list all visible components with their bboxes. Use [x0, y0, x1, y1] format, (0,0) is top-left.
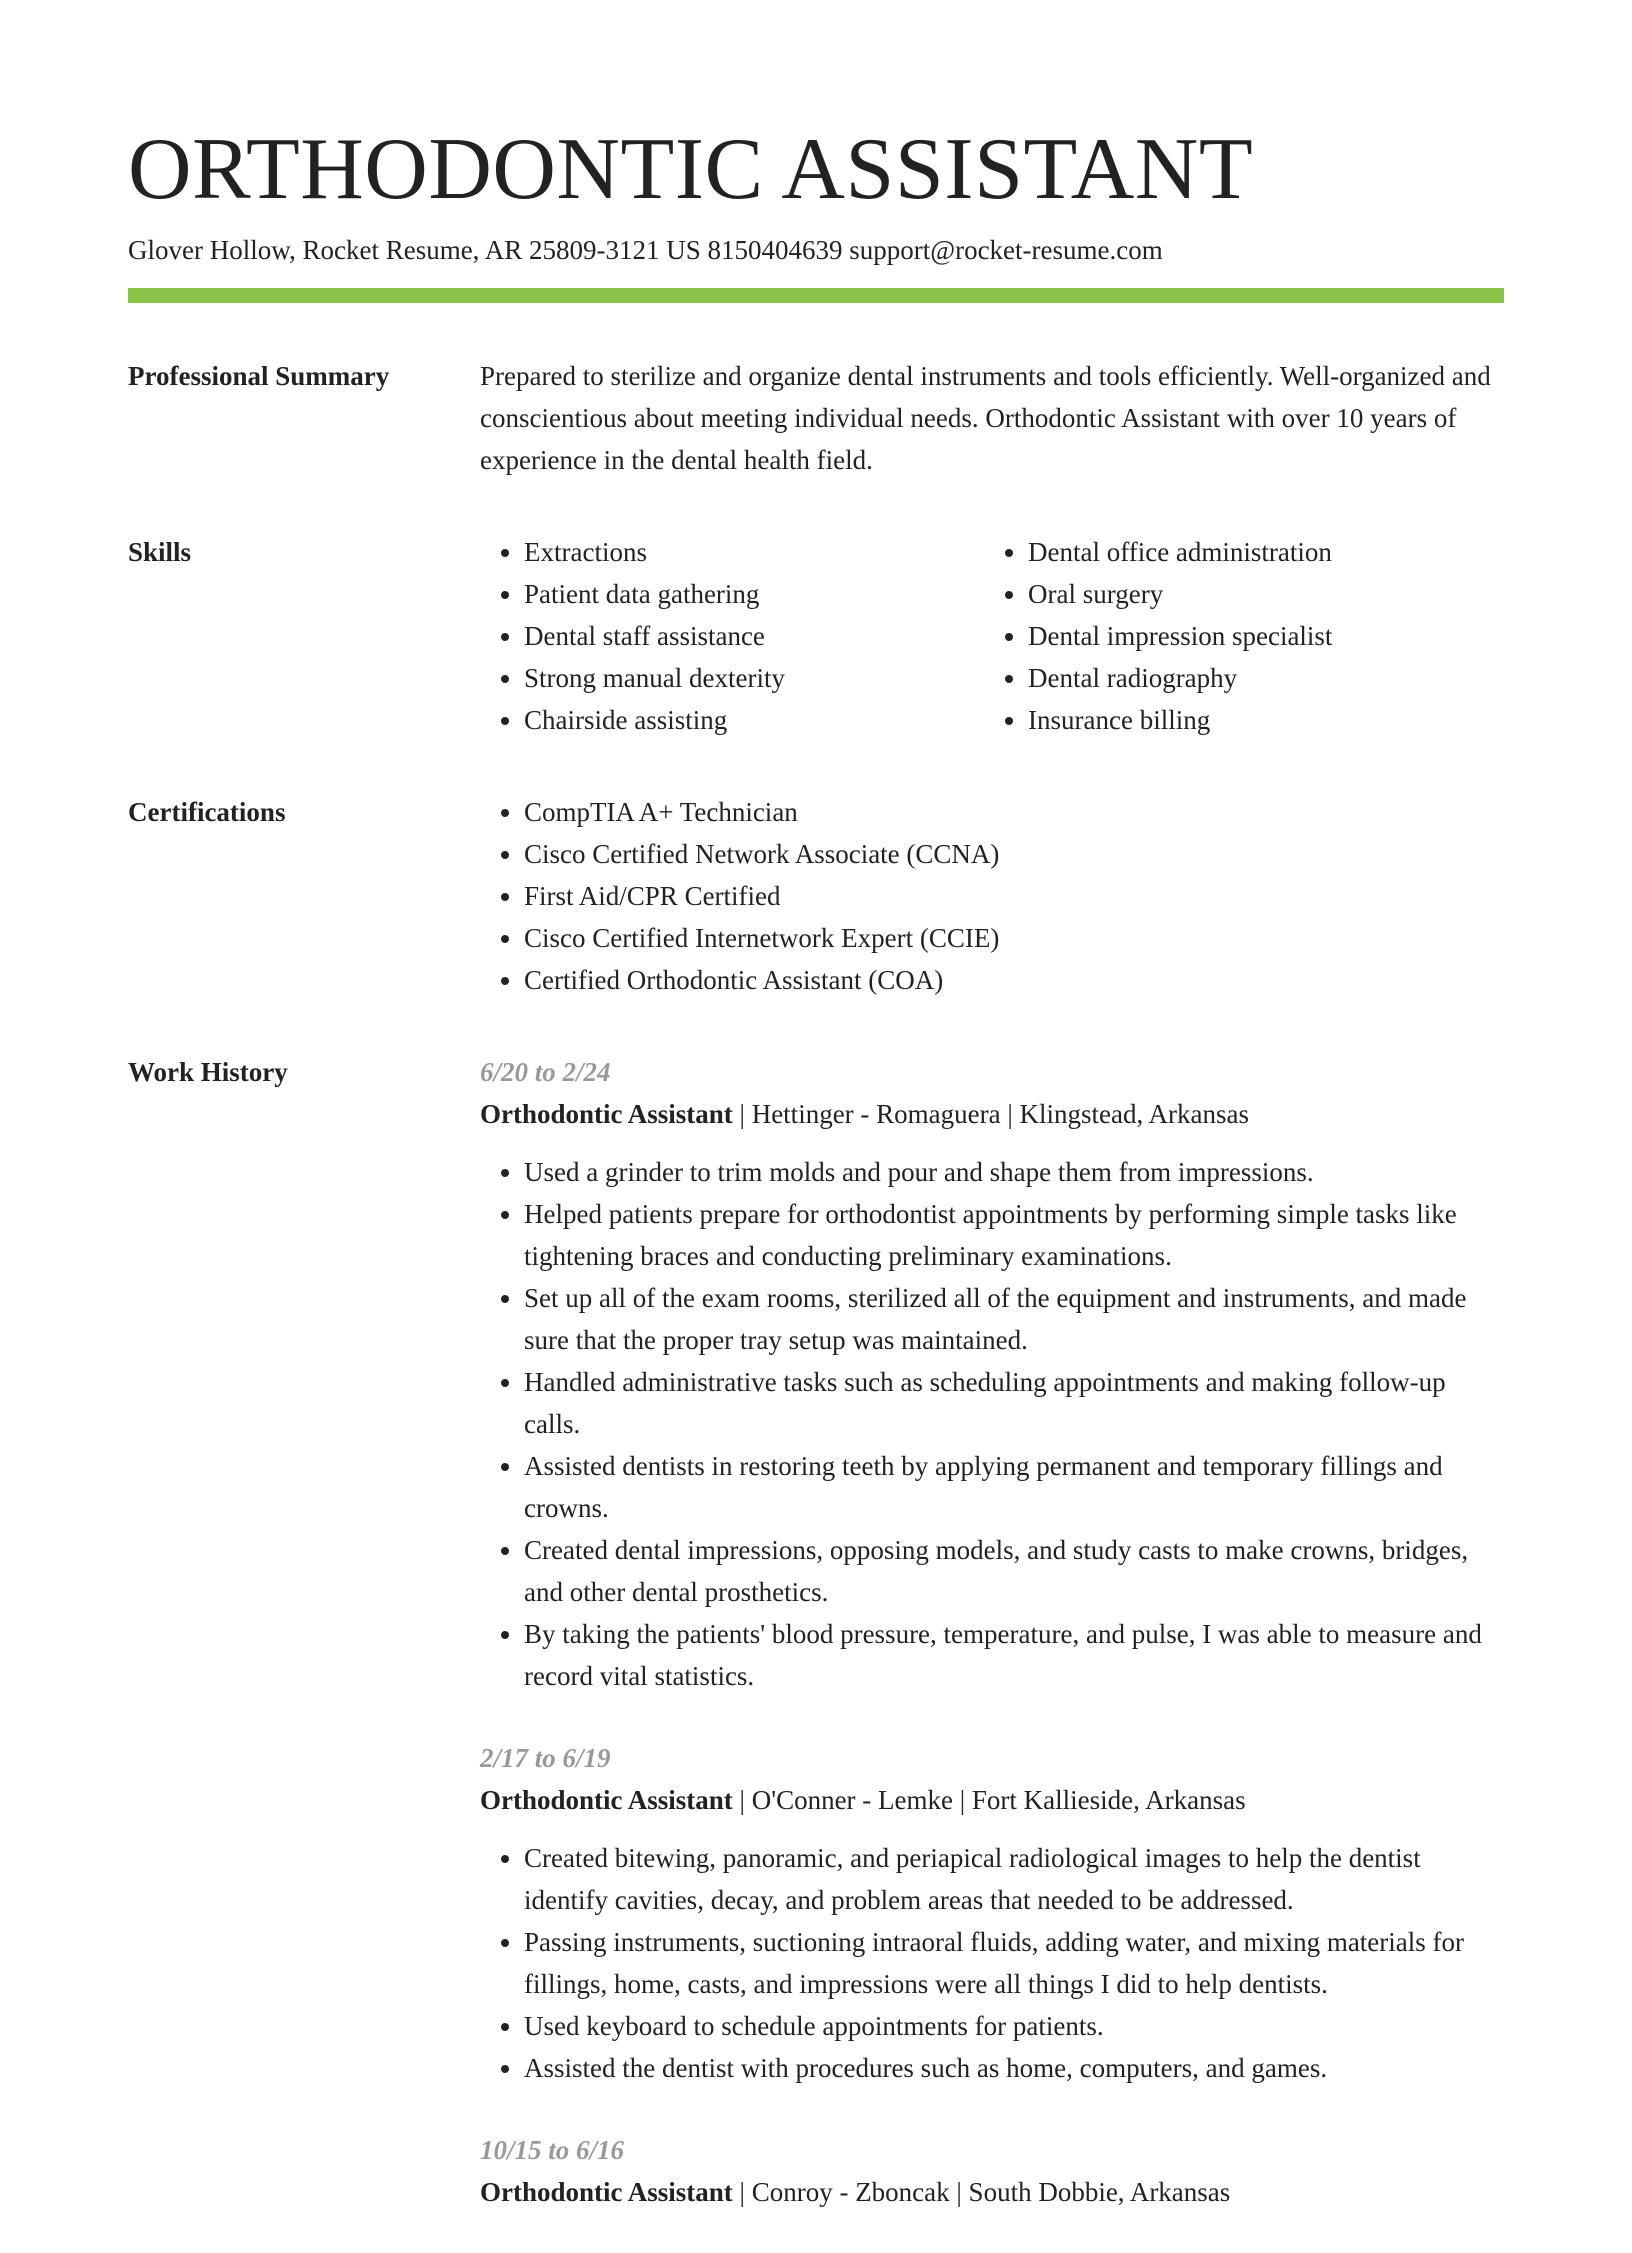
skills-list-left [480, 531, 984, 741]
job-employer-location: | Conroy - Zboncak | South Dobbie, Arkansas [732, 2177, 1231, 2207]
job-title: Orthodontic Assistant [480, 1785, 733, 1815]
job-employer-location: | O'Conner - Lemke | Fort Kallieside, Arkansas [732, 1785, 1246, 1815]
section-work-history [128, 1051, 1504, 2253]
certification-item: • Certified Orthodontic Assistant (COA) [524, 959, 1504, 1001]
section-label-summary: Professional Summary [128, 361, 390, 391]
certification-item: • First Aid/CPR Certified [524, 875, 1504, 917]
skill-item: • Dental impression specialist [1028, 615, 1488, 657]
certification-item: • Cisco Certified Network Associate (CCNA) [524, 833, 1504, 875]
skill-item: • Oral surgery [1028, 573, 1488, 615]
certifications-list [480, 791, 1504, 1001]
job-heading [480, 1093, 1504, 1135]
skill-item: • Dental office administration [1028, 531, 1488, 573]
section-label-certifications: Certifications [128, 797, 286, 827]
job-bullet: • Assisted the dentist with procedures such as home, computers, and games. [524, 2047, 1504, 2089]
section-label-work-history: Work History [128, 1057, 288, 1087]
certification-item: • CompTIA A+ Technician [524, 791, 1504, 833]
job-bullet: • Set up all of the exam rooms, sterilized all of the equipment and instruments, and made sure that the proper tray setup was maintained. [524, 1277, 1504, 1361]
job-dates: 6/20 to 2/24 [480, 1057, 611, 1087]
skill-item: • Dental radiography [1028, 657, 1488, 699]
job-dates: 10/15 to 6/16 [480, 2135, 625, 2165]
header-divider [128, 288, 1504, 303]
job-bullets [480, 1837, 1504, 2089]
skill-item: • Extractions [524, 531, 984, 573]
section-skills [128, 531, 1504, 741]
skill-item: • Dental staff assistance [524, 615, 984, 657]
job-bullet: • Handled administrative tasks such as scheduling appointments and making follow-up calls. [524, 1361, 1504, 1445]
skill-item: • Patient data gathering [524, 573, 984, 615]
certification-item: • Cisco Certified Internetwork Expert (CCIE) [524, 917, 1504, 959]
summary-text: Prepared to sterilize and organize dental instruments and tools efficiently. Well-organized and conscientious about meeting individual needs. Orthodontic Assistant with over 10 years of experience in the dental health field. [480, 361, 1491, 475]
skill-item: • Chairside assisting [524, 699, 984, 741]
job-bullet: • Created bitewing, panoramic, and periapical radiological images to help the dentist identify cavities, decay, and problem areas that needed to be addressed. [524, 1837, 1504, 1921]
skill-item: • Insurance billing [1028, 699, 1488, 741]
job-entry [480, 2129, 1504, 2213]
job-bullet: • By taking the patients' blood pressure, temperature, and pulse, I was able to measure and record vital statistics. [524, 1613, 1504, 1697]
job-bullet: • Created dental impressions, opposing models, and study casts to make crowns, bridges, and other dental prosthetics. [524, 1529, 1504, 1613]
skills-list-right [984, 531, 1488, 741]
skill-item: • Strong manual dexterity [524, 657, 984, 699]
section-certifications [128, 791, 1504, 1001]
section-summary [128, 355, 1504, 481]
job-title: Orthodontic Assistant [480, 2177, 733, 2207]
job-bullet: • Used a grinder to trim molds and pour and shape them from impressions. [524, 1151, 1504, 1193]
job-bullet: • Passing instruments, suctioning intraoral fluids, adding water, and mixing materials for fillings, home, casts, and impressions were all things I did to help dentists. [524, 1921, 1504, 2005]
job-entry [480, 1051, 1504, 1697]
job-bullet: • Assisted dentists in restoring teeth by applying permanent and temporary fillings and crowns. [524, 1445, 1504, 1529]
resume-title: ORTHODONTIC ASSISTANT [128, 121, 1254, 218]
job-bullet: • Used keyboard to schedule appointments for patients. [524, 2005, 1504, 2047]
job-entry [480, 1737, 1504, 2089]
job-title: Orthodontic Assistant [480, 1099, 733, 1129]
resume-page [128, 120, 1504, 2253]
job-bullets [480, 1151, 1504, 1697]
section-label-skills: Skills [128, 537, 192, 567]
job-employer-location: | Hettinger - Romaguera | Klingstead, Arkansas [732, 1099, 1249, 1129]
job-bullet: • Helped patients prepare for orthodontist appointments by performing simple tasks like tightening braces and conducting preliminary examinations. [524, 1193, 1504, 1277]
job-heading [480, 2171, 1504, 2213]
job-heading [480, 1779, 1504, 1821]
contact-info: Glover Hollow, Rocket Resume, AR 25809-3121 US 8150404639 support@rocket-resume.com [128, 235, 1163, 265]
job-dates: 2/17 to 6/19 [480, 1743, 611, 1773]
